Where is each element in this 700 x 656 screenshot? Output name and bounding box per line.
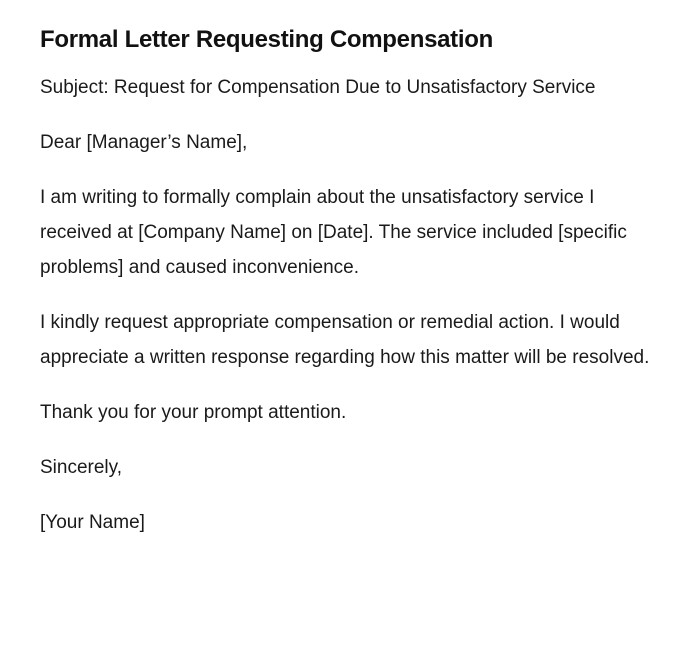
letter-body-paragraph-1: I am writing to formally complain about the unsatisfactory service I received at [Company Name] on [Date]. The service included [specific problems] and caused inconvenience. — [40, 187, 627, 278]
letter-title: Formal Letter Requesting Compensation — [40, 26, 493, 53]
letter — [40, 24, 650, 560]
letter-salutation: Dear [Manager’s Name], — [40, 132, 248, 153]
letter-subject: Subject: Request for Compensation Due to Unsatisfactory Service — [40, 77, 596, 98]
letter-body-paragraph-2: I kindly request appropriate compensation or remedial action. I would appreciate a written response regarding how this matter will be resolved. — [40, 312, 650, 368]
letter-thanks: Thank you for your prompt attention. — [40, 402, 347, 423]
letter-closing: Sincerely, — [40, 457, 123, 478]
letter-signature: [Your Name] — [40, 512, 145, 533]
